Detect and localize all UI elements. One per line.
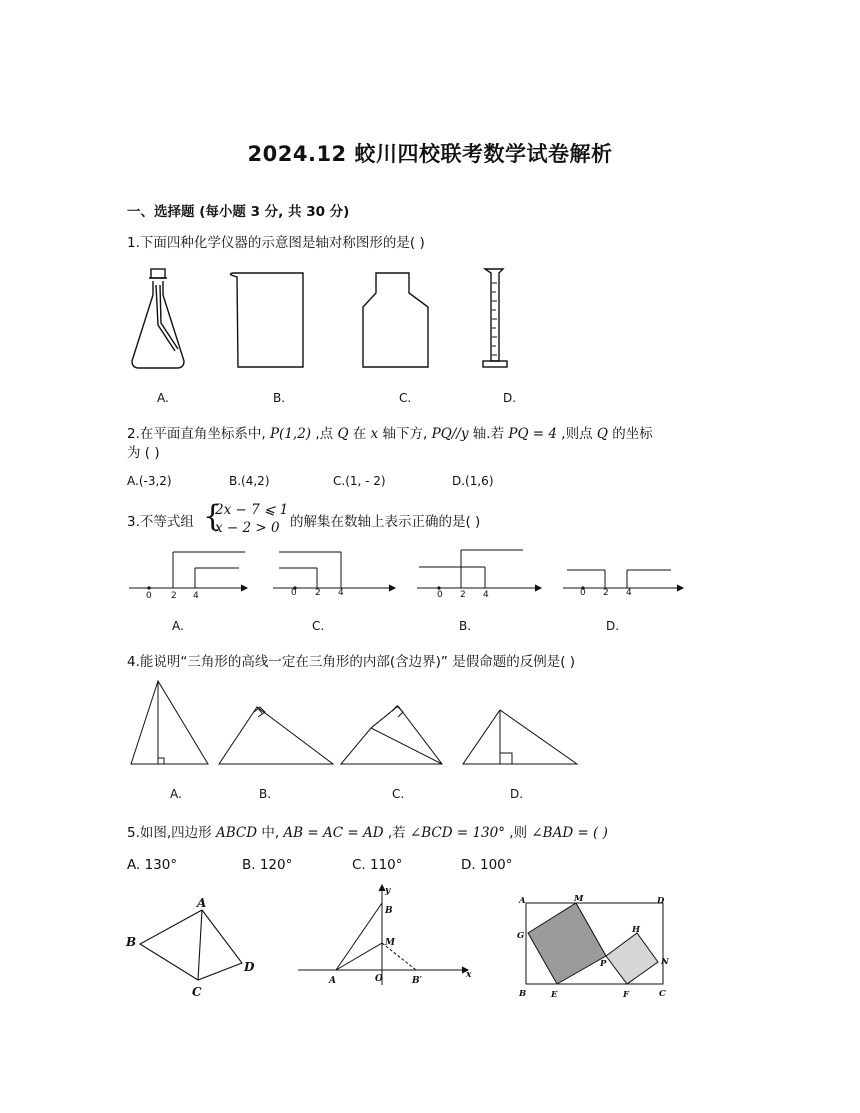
q4-option-b-label: B.	[259, 787, 272, 801]
tick-label: 4	[193, 591, 199, 601]
q3-stem-tail: 的解集在数轴上表示正确的是( )	[290, 514, 481, 530]
point-label: M	[574, 894, 584, 904]
vertex-label: D	[244, 960, 255, 974]
point-label: B′	[412, 976, 422, 986]
tick-label: 4	[338, 588, 344, 598]
point-label: N	[661, 957, 669, 967]
conical-flask-icon	[132, 269, 184, 368]
point-label: B	[385, 906, 393, 916]
q1-option-b-label: B.	[273, 391, 286, 405]
point-label: A	[329, 976, 336, 986]
point-label: H	[632, 925, 641, 935]
point-label: D	[657, 896, 665, 906]
tick-label: 2	[603, 588, 609, 598]
q1-option-d-label: D.	[503, 391, 517, 405]
q3-inequality-2: x − 2 > 0	[215, 520, 280, 536]
q4-triangles-figure	[127, 678, 587, 770]
point-label: F	[623, 990, 630, 1000]
point-label: E	[551, 990, 558, 1000]
tick-label: 0	[146, 591, 152, 601]
point-label: P	[600, 959, 607, 969]
q5-stem: 5.如图,四边形 ABCD 中, AB = AC = AD ,若 ∠BCD = 130° ,则 ∠BAD = ( )	[127, 825, 608, 841]
quadrilateral-abcd-figure	[125, 890, 265, 1000]
tick-label: 0	[437, 590, 443, 600]
axis-label: y	[385, 886, 391, 896]
q2-option-a: A.(-3,2)	[127, 474, 172, 488]
q2-option-c: C.(1, - 2)	[333, 474, 386, 488]
q1-option-a-label: A.	[157, 391, 169, 405]
tick-label: 2	[315, 588, 321, 598]
q1-option-c-label: C.	[399, 391, 412, 405]
q3-option-a-label: A.	[172, 619, 184, 633]
tick-label: 2	[460, 590, 466, 600]
tick-label: 4	[626, 588, 632, 598]
tick-label: 0	[580, 588, 586, 598]
tick-label: 2	[171, 591, 177, 601]
wide-mouth-bottle-icon	[363, 273, 428, 367]
page-title: 2024.12 蛟川四校联考数学试卷解析	[247, 142, 613, 166]
point-label: B	[519, 989, 527, 999]
vertex-label: C	[192, 985, 202, 999]
q3-option-c-label: C.	[312, 619, 325, 633]
q3-stem-lead: 3.不等式组	[127, 514, 194, 530]
q4-option-d-label: D.	[510, 787, 524, 801]
coordinate-figure	[298, 885, 478, 990]
point-label: A	[519, 896, 526, 906]
point-label: M	[385, 938, 395, 948]
q3-inequality-1: 2x − 7 ⩽ 1	[215, 502, 289, 518]
beaker-icon	[231, 273, 304, 367]
vertex-label: A	[197, 896, 207, 910]
q5-option-c: C. 110°	[352, 857, 403, 873]
q2-stem: 2.在平面直角坐标系中, P(1,2) ,点 Q 在 x 轴下方, PQ//y 轴.若 PQ = 4 ,则点 Q 的坐标	[127, 426, 653, 442]
rectangle-squares-figure	[514, 892, 674, 1002]
q3-option-d-label: D.	[606, 619, 620, 633]
q4-stem: 4.能说明“三角形的高线一定在三角形的内部(含边界)” 是假命题的反例是( )	[127, 654, 576, 670]
point-label: O	[375, 974, 383, 984]
q1-stem: 1.下面四种化学仪器的示意图是轴对称图形的是( )	[127, 235, 425, 251]
q4-option-c-label: C.	[392, 787, 405, 801]
section-heading: 一、选择题 (每小题 3 分, 共 30 分)	[127, 204, 350, 220]
tick-label: 0	[291, 588, 297, 598]
q3-option-b-label: B.	[459, 619, 472, 633]
axis-label: x	[466, 970, 472, 980]
tick-label: 4	[483, 590, 489, 600]
system-brace: {	[203, 499, 223, 534]
graduated-cylinder-icon	[483, 269, 507, 367]
q2-stem-line2: 为 ( )	[127, 445, 160, 461]
point-label: C	[659, 989, 666, 999]
q5-option-b: B. 120°	[242, 857, 293, 873]
q2-option-b: B.(4,2)	[229, 474, 270, 488]
q2-option-d: D.(1,6)	[452, 474, 494, 488]
q1-instruments-figure	[125, 265, 525, 375]
q4-option-a-label: A.	[170, 787, 182, 801]
q5-option-d: D. 100°	[461, 857, 513, 873]
point-label: G	[517, 931, 525, 941]
q5-option-a: A. 130°	[127, 857, 178, 873]
vertex-label: B	[126, 935, 137, 949]
